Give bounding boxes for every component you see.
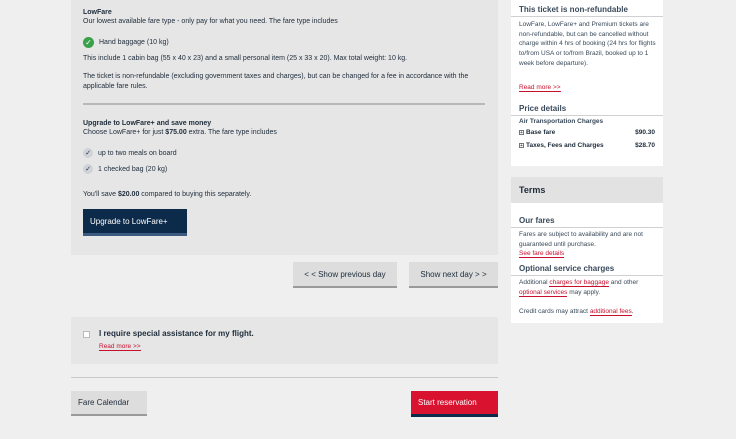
taxes-label: Taxes, Fees and Charges <box>526 142 604 149</box>
savings-suffix: compared to buying this separately. <box>139 191 252 198</box>
base-fare-value: $90.30 <box>635 129 655 136</box>
optional-service-text <box>519 278 659 297</box>
upgrade-heading: Upgrade to LowFare+ and save money <box>83 120 212 127</box>
fare-details-link-row <box>519 249 659 259</box>
special-assistance-panel <box>71 317 498 364</box>
taxes-row[interactable] <box>519 142 655 149</box>
base-fare-row[interactable] <box>519 129 655 136</box>
fare-calendar-button[interactable]: Fare Calendar <box>71 391 147 416</box>
non-refundable-read-more-link[interactable]: Read more >> <box>519 84 561 91</box>
credit-prefix: Credit cards may attract <box>519 308 590 315</box>
divider <box>511 227 663 228</box>
fare-type-name: LowFare <box>83 9 112 16</box>
divider <box>71 377 498 378</box>
upgrade-price: $75.00 <box>165 129 187 136</box>
special-assistance-checkbox[interactable] <box>83 331 90 338</box>
included-item-label: Hand baggage (10 kg) <box>99 39 169 46</box>
terms-heading: Terms <box>511 177 663 203</box>
taxes-value: $28.70 <box>635 142 655 149</box>
check-icon: ✓ <box>83 164 93 174</box>
savings-text <box>83 190 251 200</box>
upgrade-choose-prefix: Choose LowFare+ for just <box>83 129 166 136</box>
upgrade-item-bag <box>83 164 167 174</box>
start-reservation-button[interactable]: Start reservation <box>411 391 498 417</box>
air-transportation-charges-label: Air Transportation Charges <box>519 118 604 125</box>
non-refundable-heading: This ticket is non-refundable <box>519 5 628 14</box>
baggage-charges-link[interactable]: charges for baggage <box>549 279 609 286</box>
savings-amount: $20.00 <box>117 191 140 198</box>
our-fares-heading: Our fares <box>519 216 555 225</box>
upgrade-item-meals <box>83 148 177 158</box>
optional-suffix: may apply. <box>567 288 601 296</box>
taxes-label-wrap <box>519 142 604 149</box>
upgrade-choose-text <box>83 128 277 138</box>
fare-type-description: Our lowest available fare type - only pay for what you need. The fare type includes <box>83 18 338 25</box>
our-fares-text: Fares are subject to availability and are not guaranteed until purchase. <box>519 231 643 248</box>
non-refundable-text: LowFare, LowFare+ and Premium tickets are non-refundable, but can be cancelled without charge within 4 hrs of booking (24 hrs for flights to/from USA or to/from Brazil, booked up to 1 week before departure). <box>519 21 656 67</box>
non-refundable-link-row <box>519 83 659 93</box>
credit-card-text <box>519 307 659 317</box>
optional-mid: and other <box>609 279 639 286</box>
ticket-summary-card <box>511 0 663 166</box>
expand-plus-icon[interactable]: + <box>520 142 523 149</box>
upgrade-item-label: up to two meals on board <box>98 149 177 157</box>
base-fare-label-wrap <box>519 129 555 136</box>
fare-details-panel <box>71 0 498 255</box>
expand-plus-icon[interactable]: + <box>520 129 523 136</box>
see-fare-details-link[interactable]: See fare details <box>519 250 565 257</box>
check-icon: ✓ <box>83 148 93 158</box>
savings-prefix: You'll save <box>83 191 118 198</box>
divider <box>511 115 663 116</box>
divider <box>511 16 663 17</box>
additional-fees-link[interactable]: additional fees <box>589 308 632 315</box>
refund-info: The ticket is non-refundable (excluding government taxes and charges), but can be changed for a fee in accordance with the applicable fare rules. <box>83 73 469 90</box>
divider <box>83 103 485 105</box>
upgrade-button[interactable]: Upgrade to LowFare+ <box>83 209 187 236</box>
baggage-info: This include 1 cabin bag (55 x 40 x 23) and a small personal item (25 x 33 x 20). Max total weight: 10 kg. <box>83 55 408 62</box>
base-fare-label: Base fare <box>526 129 556 136</box>
show-next-day-button[interactable]: Show next day > > <box>409 262 498 288</box>
special-assistance-read-more-link[interactable]: Read more >> <box>99 343 141 350</box>
divider <box>511 275 663 276</box>
price-details-heading: Price details <box>519 104 567 113</box>
included-item-hand-baggage <box>83 37 169 48</box>
optional-services-link[interactable]: optional services <box>519 288 568 296</box>
check-icon: ✓ <box>83 37 94 48</box>
optional-prefix: Additional <box>519 279 550 286</box>
credit-suffix: . <box>631 308 634 315</box>
upgrade-item-label: 1 checked bag (20 kg) <box>98 165 168 173</box>
optional-service-heading: Optional service charges <box>519 264 615 273</box>
upgrade-choose-suffix: extra. The fare type includes <box>186 129 277 136</box>
terms-card <box>511 203 663 323</box>
special-assistance-label[interactable]: I require special assistance for my flight. <box>99 329 254 338</box>
show-previous-day-button[interactable]: < < Show previous day <box>293 262 397 288</box>
